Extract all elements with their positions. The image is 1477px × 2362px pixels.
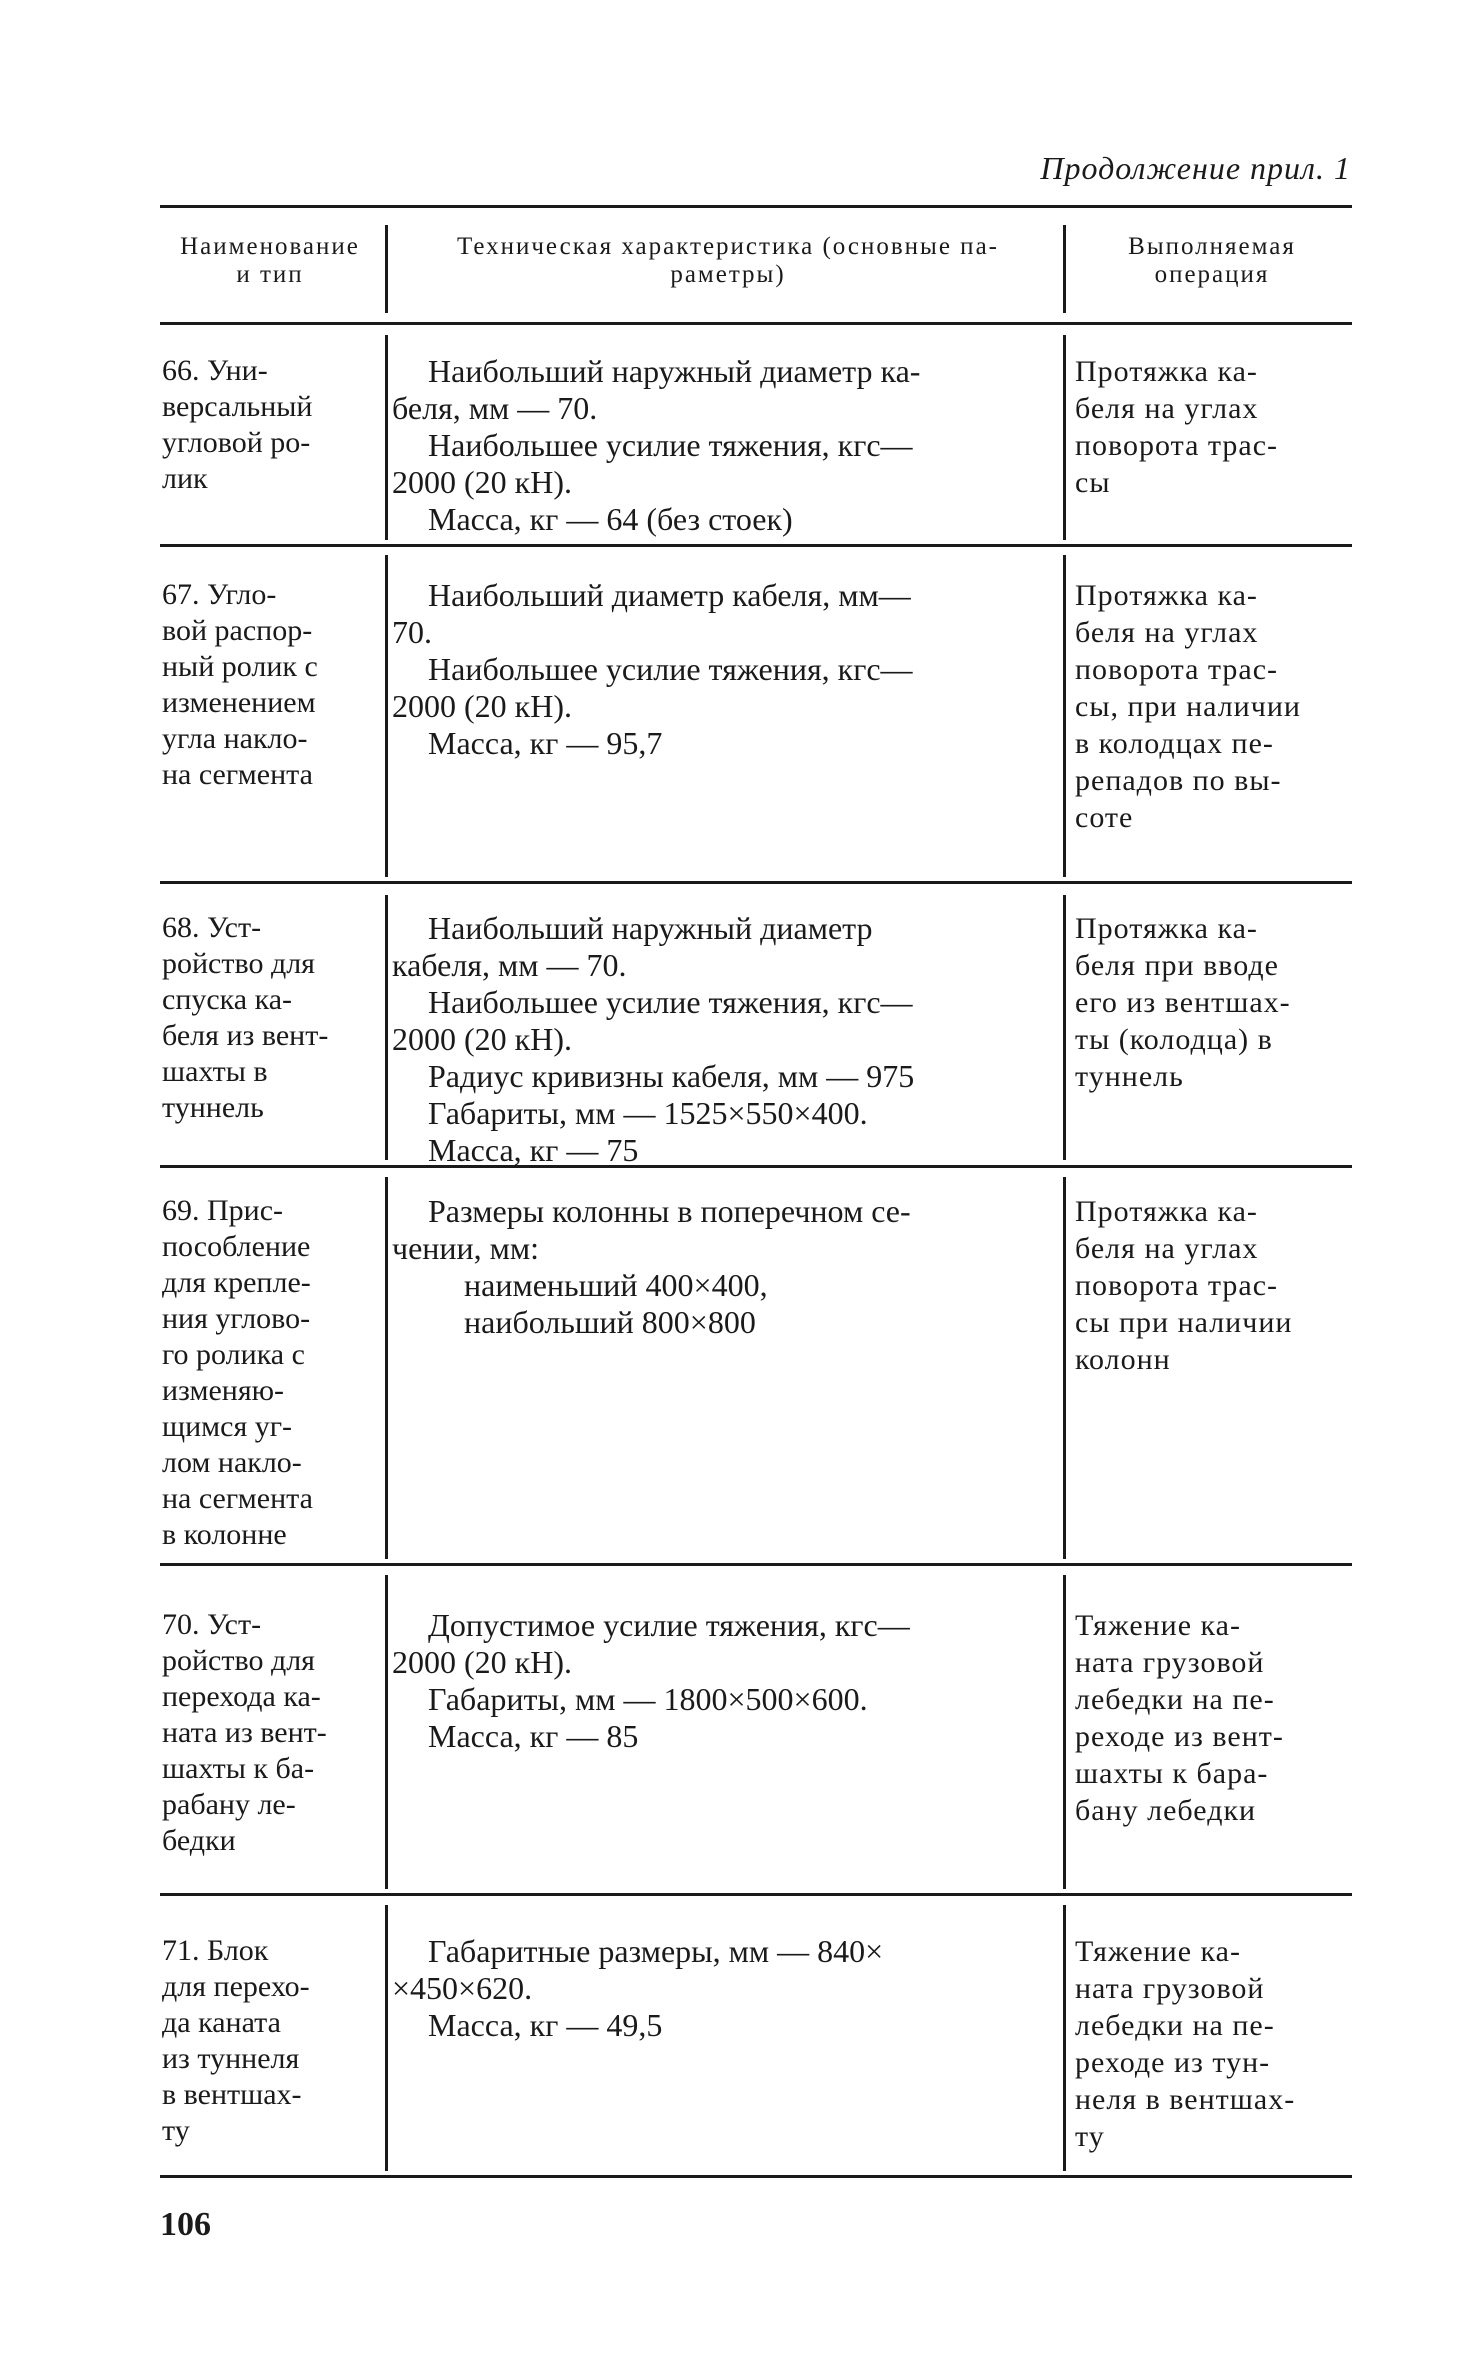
header-bottom-rule <box>160 322 1352 325</box>
spec-line: наибольший 800×800 <box>464 1304 756 1340</box>
spec-line: Наибольший наружный диаметр ка- <box>428 353 921 389</box>
table-top-rule <box>160 205 1352 208</box>
table-bottom-rule <box>160 2175 1352 2178</box>
row-operation: Протяжка ка- беля на углах поворота трас- сы <box>1075 355 1279 499</box>
row-spec <box>392 577 1052 762</box>
spec-line: ×450×620. <box>392 1970 533 2006</box>
column-divider <box>1063 335 1066 540</box>
spec-line: наименьший 400×400, <box>464 1267 768 1303</box>
column-divider <box>1063 1905 1066 2171</box>
spec-line: чении, мм: <box>392 1230 540 1266</box>
spec-line: Наибольший наружный диаметр <box>428 910 873 946</box>
continuation-label: Продолжение прил. 1 <box>1040 150 1351 186</box>
column-divider <box>385 1575 388 1889</box>
spec-line: Масса, кг — 95,7 <box>428 725 663 761</box>
spec-line: Масса, кг — 49,5 <box>428 2007 663 2043</box>
row-operation: Тяжение ка- ната грузовой лебедки на пе- реходе из вент- шахты к бара- бану лебедки <box>1075 1609 1284 1827</box>
spec-line: 2000 (20 кН). <box>392 688 572 724</box>
row-name: 68. Уст- ройство для спуска ка- беля из вент- шахты в туннель <box>162 911 329 1124</box>
column-divider <box>385 555 388 877</box>
row-spec <box>392 1933 1052 2044</box>
spec-line: Наибольший диаметр кабеля, мм— <box>428 577 911 613</box>
column-divider <box>1063 225 1066 313</box>
spec-line: Масса, кг — 64 (без стоек) <box>428 501 793 537</box>
column-divider <box>1063 1575 1066 1889</box>
column-divider <box>1063 895 1066 1160</box>
row-spec <box>392 1193 1052 1341</box>
row-operation: Тяжение ка- ната грузовой лебедки на пе- реходе из тун- неля в вентшах- ту <box>1075 1935 1296 2153</box>
row-operation: Протяжка ка- беля на углах поворота трас- сы при наличии колонн <box>1075 1195 1293 1376</box>
spec-line: беля, мм — 70. <box>392 390 598 426</box>
spec-line: 70. <box>392 614 432 650</box>
row-separator <box>160 1563 1352 1566</box>
column-divider <box>1063 555 1066 877</box>
spec-line: Габаритные размеры, мм — 840× <box>428 1933 884 1969</box>
row-separator <box>160 544 1352 547</box>
spec-line: Масса, кг — 85 <box>428 1718 639 1754</box>
spec-line: 2000 (20 кН). <box>392 1021 572 1057</box>
page-number: 106 <box>160 2206 211 2243</box>
spec-line: Наибольшее усилие тяжения, кгс— <box>428 984 913 1020</box>
header-operation: Выполняемая операция <box>1128 233 1296 288</box>
spec-line: 2000 (20 кН). <box>392 1644 572 1680</box>
spec-line: Масса, кг — 75 <box>428 1132 639 1168</box>
row-name: 69. Прис- пособление для крепле- ния углово- го ролика с изменяю- щимся уг- лом накло- на сегмента в колонне <box>162 1194 313 1551</box>
row-separator <box>160 881 1352 884</box>
row-name: 71. Блок для перехо- да каната из туннеля в вентшах- ту <box>162 1934 310 2147</box>
spec-line: Наибольшее усилие тяжения, кгс— <box>428 651 913 687</box>
row-spec <box>392 1607 1052 1755</box>
row-operation: Протяжка ка- беля на углах поворота трас- сы, при наличии в колодцах пе- репадов по вы- соте <box>1075 579 1301 834</box>
row-spec <box>392 353 1052 538</box>
row-separator <box>160 1893 1352 1896</box>
row-operation: Протяжка ка- беля при вводе его из вентшах- ты (колодца) в туннель <box>1075 912 1291 1093</box>
column-divider <box>385 225 388 313</box>
spec-line: Радиус кривизны кабеля, мм — 975 <box>428 1058 915 1094</box>
spec-line: Наибольшее усилие тяжения, кгс— <box>428 427 913 463</box>
spec-line: Допустимое усилие тяжения, кгс— <box>428 1607 910 1643</box>
spec-line: Габариты, мм — 1525×550×400. <box>428 1095 868 1131</box>
row-name: 66. Уни- версальный угловой ро- лик <box>162 354 313 495</box>
column-divider <box>1063 1177 1066 1559</box>
spec-line: кабеля, мм — 70. <box>392 947 627 983</box>
spec-line: Габариты, мм — 1800×500×600. <box>428 1681 868 1717</box>
spec-line: 2000 (20 кН). <box>392 464 572 500</box>
column-divider <box>385 1177 388 1559</box>
spec-line: Размеры колонны в поперечном се- <box>428 1193 911 1229</box>
column-divider <box>385 335 388 540</box>
row-name: 67. Угло- вой распор- ный ролик с изменением угла накло- на сегмента <box>162 578 318 791</box>
header-name-type: Наименование и тип <box>180 233 360 288</box>
column-divider <box>385 1905 388 2171</box>
row-spec <box>392 910 1052 1169</box>
header-tech-spec: Техническая характеристика (основные па- раметры) <box>457 233 999 288</box>
column-divider <box>385 895 388 1160</box>
row-name: 70. Уст- ройство для перехода ка- ната из вент- шахты к ба- рабану ле- бедки <box>162 1608 327 1857</box>
